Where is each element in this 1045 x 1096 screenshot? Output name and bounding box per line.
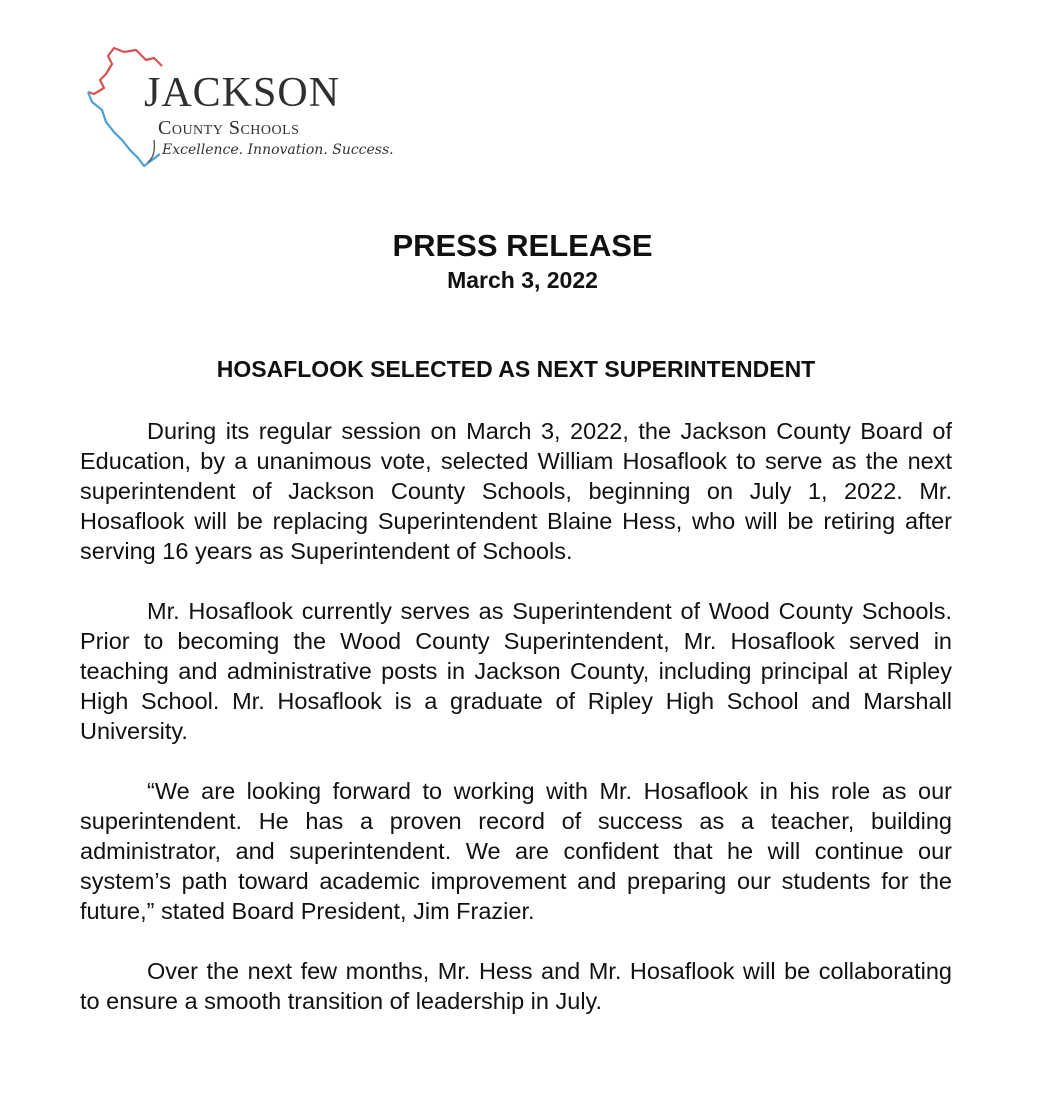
body-text: [80, 416, 952, 1046]
logo-tagline: Excellence. Innovation. Success.: [162, 142, 394, 158]
paragraph-3: “We are looking forward to working with Mr. Hosaflook in his role as our superintendent. He has a proven record of success as a teacher, building administrator, and superintendent. We are confident that he will continue our system’s path toward academic improvement and preparing our students for the future,” stated Board President, Jim Frazier.: [80, 778, 952, 924]
paragraph-1: During its regular session on March 3, 2022, the Jackson County Board of Education, by a unanimous vote, selected William Hosaflook to serve as the next superintendent of Jackson County Schools, beginning on July 1, 2022. Mr. Hosaflook will be replacing Superintendent Blaine Hess, who will be retiring after serving 16 years as Superintendent of Schools.: [80, 418, 952, 564]
logo-name-small: County Schools: [158, 117, 300, 139]
press-release-title: PRESS RELEASE: [392, 228, 653, 263]
logo-name-large: JACKSON: [144, 70, 341, 116]
press-release-date: March 3, 2022: [447, 267, 598, 293]
jackson-county-schools-logo: [84, 44, 394, 174]
paragraph-2: Mr. Hosaflook currently serves as Superintendent of Wood County Schools. Prior to becoming the Wood County Superintendent, Mr. Hosaflook served in teaching and administrative posts in Jackson County, including principal at Ripley High School. Mr. Hosaflook is a graduate of Ripley High School and Marshall University.: [80, 598, 952, 744]
paragraph-4: Over the next few months, Mr. Hess and Mr. Hosaflook will be collaborating to ensure a smooth transition of leadership in July.: [80, 958, 952, 1014]
headline: HOSAFLOOK SELECTED AS NEXT SUPERINTENDENT: [216, 356, 816, 382]
